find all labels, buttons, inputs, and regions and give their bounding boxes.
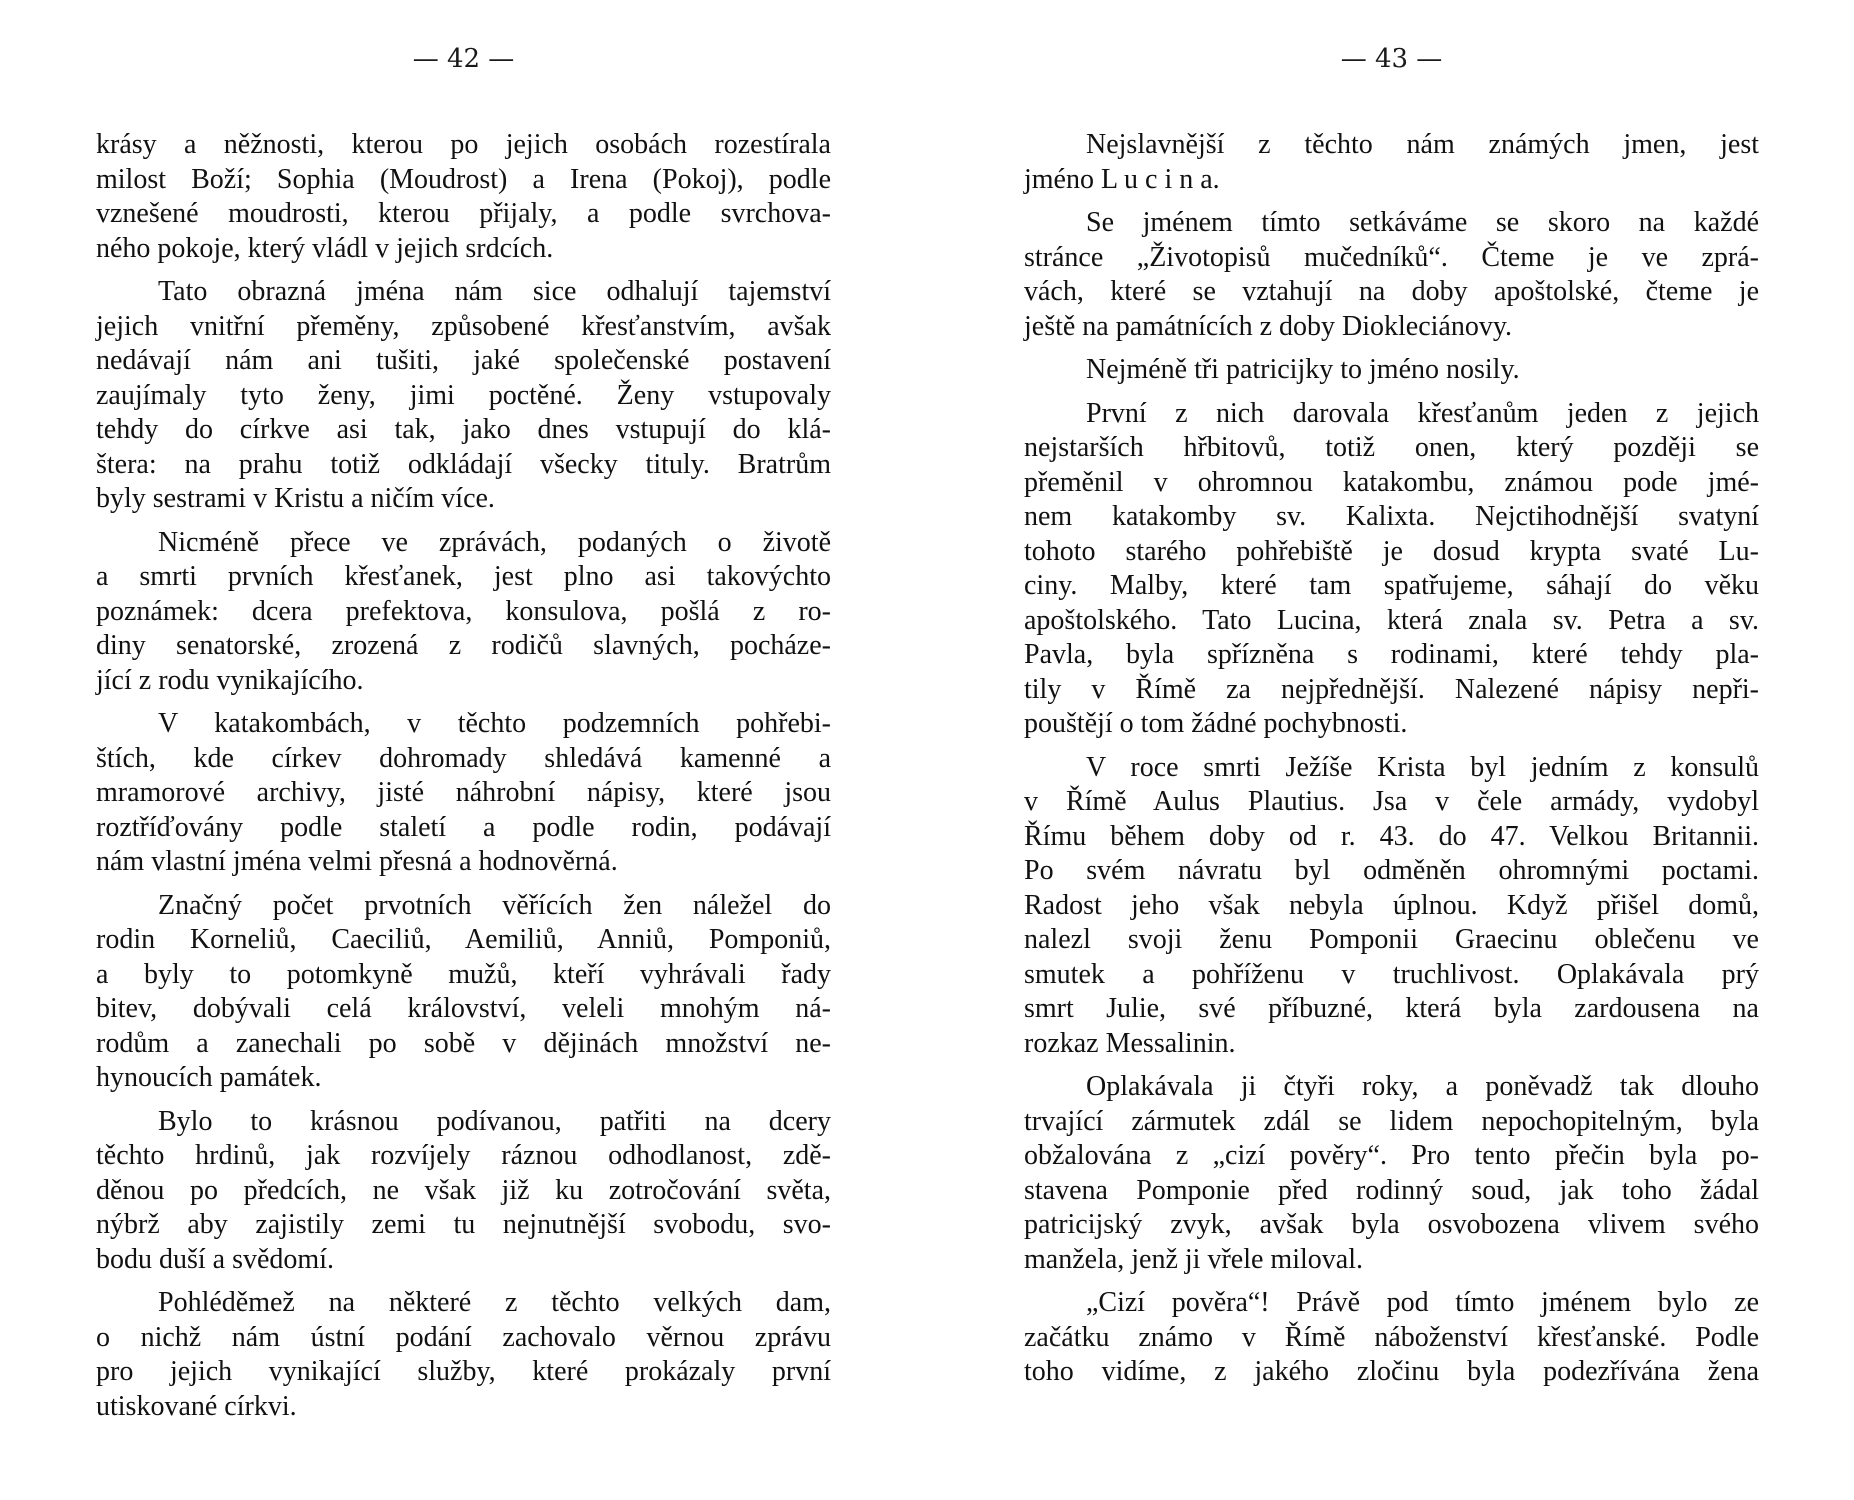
text-line: Nicméně přece ve zprávách, podaných o životě <box>158 526 831 558</box>
paragraph <box>1024 206 1759 344</box>
text-line: ciny. Malby, které tam spatřujeme, sáhají do věku <box>1024 570 1759 601</box>
text-line: apoštolského. Tato Lucina, která znala sv. Petra a sv. <box>1024 604 1759 636</box>
text-line: a byly to potomkyně mužů, kteří vyhrávali řady <box>96 958 831 990</box>
text-line: rodům a zanechali po sobě v dějinách množství ne- <box>96 1027 831 1059</box>
text-line: toho vidíme, z jakého zločinu byla podezřívána žena <box>1024 1356 1759 1387</box>
text-line: nám vlastní jména velmi přesná a hodnověrná. <box>96 846 618 877</box>
text-line: Pavla, byla spřízněna s rodinami, které tehdy pla- <box>1024 639 1759 670</box>
paragraph <box>1024 397 1759 742</box>
text-line: „Cizí pověra“! Právě pod tímto jménem bylo ze <box>1086 1287 1759 1318</box>
text-line: nem katakomby sv. Kalixta. Nejctihodnější svatyní <box>1024 501 1759 532</box>
text-line: tehdy do církve asi tak, jako dnes vstupují do klá- <box>96 414 831 445</box>
text-line: Nejslavnější z těchto nám známých jmen, jest <box>1086 129 1759 160</box>
paragraph <box>96 1105 831 1278</box>
text-line: trvající zármutek zdál se lidem nepochopitelným, byla <box>1024 1105 1759 1137</box>
text-line: jejich vnitřní přeměny, způsobené křesťanstvím, avšak <box>96 310 831 342</box>
text-line: utiskované církvi. <box>96 1390 297 1422</box>
paragraph <box>1024 1070 1759 1277</box>
text-line: stavena Pomponie před rodinný soud, jak toho žádal <box>1024 1174 1759 1206</box>
text-line: v Římě Aulus Plautius. Jsa v čele armády, vydobyl <box>1024 786 1759 817</box>
page-body <box>1024 128 1759 1390</box>
text-line: ného pokoje, který vládl v jejich srdcích. <box>96 232 554 264</box>
text-line: Po svém návratu byl odměněn ohromnými poctami. <box>1024 855 1759 886</box>
text-line: těchto hrdinů, jak rozvíjely ráznou odhodlanost, zdě- <box>96 1140 831 1171</box>
text-line: ještě na památnících z doby Diokleciánovy. <box>1024 310 1513 342</box>
paragraph <box>96 128 831 266</box>
right-page <box>1024 0 1759 1500</box>
text-line: roztříďovány podle staletí a podle rodin, podávají <box>96 811 831 843</box>
text-line: manžela, jenž ji vřele miloval. <box>1024 1243 1363 1275</box>
paragraph <box>96 275 831 517</box>
text-line: vách, které se vztahují na doby apoštolské, čteme je <box>1024 276 1759 307</box>
text-line: Pohléděmež na některé z těchto velkých dam, <box>158 1287 831 1318</box>
paragraph <box>96 707 831 880</box>
text-line: Bylo to krásnou podívanou, patřiti na dcery <box>158 1105 831 1137</box>
text-line: nýbrž aby zajistily zemi tu nejnutnější svobodu, svo- <box>96 1209 831 1240</box>
page-number: — 43 — <box>1340 44 1443 74</box>
text-line: nejstarších hřbitovů, totiž onen, který později se <box>1024 432 1759 463</box>
text-line: rodin Korneliů, Caeciliů, Aemiliů, Anniů, Pomponiů, <box>96 924 831 955</box>
paragraph <box>96 889 831 1096</box>
text-line: bodu duší a svědomí. <box>96 1243 334 1275</box>
paragraph <box>1024 128 1759 197</box>
text-line: V katakombách, v těchto podzemních pohřebi- <box>158 708 831 739</box>
text-line: byly sestrami v Kristu a ničím více. <box>96 483 495 514</box>
text-line: První z nich darovala křesťanům jeden z jejich <box>1086 397 1759 429</box>
text-line: pouštějí o tom žádné pochybnosti. <box>1024 708 1408 739</box>
text-line: rozkaz Messalinin. <box>1024 1027 1236 1059</box>
text-line: Se jménem tímto setkáváme se skoro na každé <box>1086 207 1759 238</box>
paragraph <box>1024 353 1759 388</box>
text-line: pro jejich vynikající služby, které prokázaly první <box>96 1356 831 1387</box>
paragraph <box>96 1286 831 1424</box>
text-line: V roce smrti Ježíše Krista byl jedním z konsulů <box>1086 751 1759 783</box>
text-line: Římu během doby od r. 43. do 47. Velkou Britannii. <box>1024 820 1759 852</box>
text-line: diny senatorské, zrozená z rodičů slavných, pocháze- <box>96 630 831 661</box>
text-line: stránce „Životopisů mučedníků“. Čteme je ve zprá- <box>1024 241 1759 273</box>
text-line: o nichž nám ústní podání zachovalo věrnou zprávu <box>96 1321 831 1353</box>
text-line: Oplakávala ji čtyři roky, a poněvadž tak dlouho <box>1086 1071 1759 1102</box>
text-line: obžalována z „cizí pověry“. Pro tento přečin byla po- <box>1024 1140 1759 1171</box>
text-line: Radost jeho však nebyla úplnou. Když přišel domů, <box>1024 889 1759 921</box>
page-body <box>96 128 831 1424</box>
text-line: Tato obrazná jména nám sice odhalují tajemství <box>158 276 831 307</box>
text-line: hynoucích památek. <box>96 1062 322 1093</box>
text-line: přeměnil v ohromnou katakombu, známou pode jmé- <box>1024 466 1759 498</box>
text-line: nedávají nám ani tušiti, jaké společenské postavení <box>96 345 831 376</box>
text-line: milost Boží; Sophia (Moudrost) a Irena (Pokoj), podle <box>96 163 831 195</box>
text-line: smutek a pohříženu v truchlivost. Oplakávala prý <box>1024 958 1759 990</box>
paragraph <box>1024 751 1759 1062</box>
text-line: začátku známo v Římě náboženství křesťanské. Podle <box>1024 1321 1759 1353</box>
text-line: tohoto starého pohřebiště je dosud krypta svaté Lu- <box>1024 535 1759 567</box>
text-line: Nejméně tři patricijky to jméno nosily. <box>1086 354 1520 385</box>
text-line: zaujímaly tyto ženy, jimi poctěné. Ženy vstupovaly <box>96 379 831 411</box>
text-line: jící z rodu vynikajícího. <box>96 664 364 696</box>
paragraph <box>96 526 831 699</box>
text-line: Značný počet prvotních věřících žen náležel do <box>158 889 831 921</box>
text-line: štích, kde církev dohromady shledává kamenné a <box>96 742 831 774</box>
text-line: tily v Římě za nejpřednější. Nalezené nápisy nepři- <box>1024 673 1759 705</box>
text-line: poznámek: dcera prefektova, konsulova, pošlá z ro- <box>96 595 831 627</box>
text-line: štera: na prahu totiž odkládají všecky tituly. Bratrům <box>96 448 831 480</box>
text-line: a smrti prvních křesťanek, jest plno asi takovýchto <box>96 561 831 592</box>
text-line: mramorové archivy, jisté náhrobní nápisy, které jsou <box>96 777 831 808</box>
text-line: nalezl svoji ženu Pomponii Graecinu oblečenu ve <box>1024 924 1759 955</box>
text-line: krásy a něžnosti, kterou po jejich osobách rozestírala <box>96 129 831 160</box>
text-line: vznešené moudrosti, kterou přijaly, a podle svrchova- <box>96 198 831 229</box>
text-line: bitev, dobývali celá království, veleli mnohým ná- <box>96 993 831 1024</box>
text-line: děnou po předcích, ne však již ku zotročování světa, <box>96 1174 831 1206</box>
page-number: — 42 — <box>412 44 515 74</box>
left-page <box>96 0 831 1500</box>
text-line: smrt Julie, své příbuzné, která byla zardousena na <box>1024 993 1759 1024</box>
text-line: jméno L u c i n a. <box>1024 163 1220 195</box>
paragraph <box>1024 1286 1759 1390</box>
text-line: patricijský zvyk, avšak byla osvobozena vlivem svého <box>1024 1209 1759 1240</box>
